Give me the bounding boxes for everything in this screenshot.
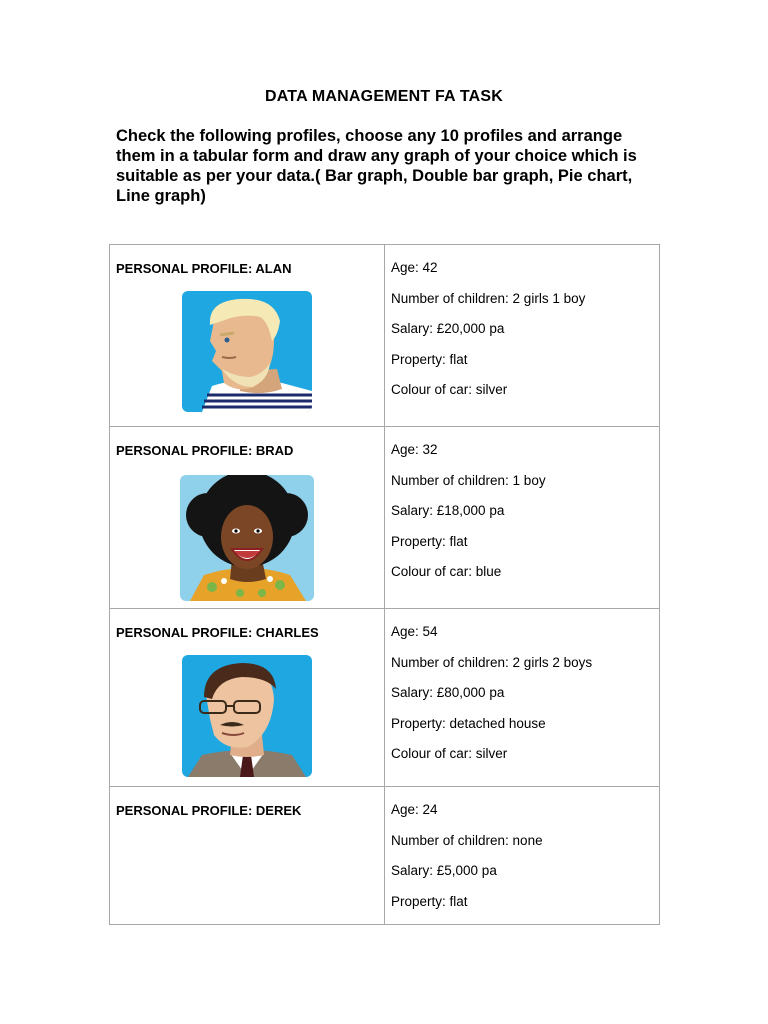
table-row [110, 609, 660, 787]
table-row [110, 787, 660, 925]
profile-cell [110, 427, 385, 609]
profile-car-colour: Colour of car: blue [391, 564, 502, 580]
profile-salary: Salary: £80,000 pa [391, 685, 505, 701]
profile-property: Property: flat [391, 533, 468, 549]
profile-children: Number of children: 2 girls 2 boys [391, 654, 593, 670]
glasses-man-avatar-icon [182, 655, 312, 777]
blond-man-avatar-icon [182, 291, 312, 412]
profile-cell [110, 787, 385, 925]
profile-age: Age: 24 [391, 802, 438, 817]
profile-details-cell [385, 609, 660, 787]
profile-salary: Salary: £20,000 pa [391, 321, 505, 337]
afro-man-avatar-icon [180, 475, 314, 601]
table-row [110, 245, 660, 427]
profile-age: Age: 54 [391, 624, 438, 639]
profile-salary: Salary: £5,000 pa [391, 863, 497, 879]
profile-header: PERSONAL PROFILE: ALAN [116, 261, 292, 276]
document-title: DATA MANAGEMENT FA TASK [264, 88, 504, 105]
profile-details-cell [385, 245, 660, 427]
profile-header: PERSONAL PROFILE: CHARLES [116, 625, 319, 640]
profile-car-colour: Colour of car: silver [391, 382, 508, 398]
profile-cell [110, 245, 385, 427]
table-row [110, 427, 660, 609]
profile-children: Number of children: 2 girls 1 boy [391, 290, 586, 306]
profile-children: Number of children: none [391, 832, 543, 848]
profile-header: PERSONAL PROFILE: DEREK [116, 803, 302, 818]
profile-cell [110, 609, 385, 787]
profile-property: Property: detached house [391, 715, 546, 731]
profile-salary: Salary: £18,000 pa [391, 503, 505, 519]
profile-property: Property: flat [391, 351, 468, 367]
task-instructions: Check the following profiles, choose any 10 profiles and arrange them in a tabular form and draw any graph of your choice which is suitable as per your data.( Bar graph, Double bar graph, Pie chart, Line graph) [116, 127, 637, 205]
profile-age: Age: 32 [391, 442, 438, 457]
profile-children: Number of children: 1 boy [391, 472, 546, 488]
profile-property: Property: flat [391, 893, 468, 909]
profile-age: Age: 42 [391, 260, 438, 275]
profile-details-cell [385, 427, 660, 609]
profiles-table [109, 244, 660, 925]
profile-details-cell [385, 787, 660, 925]
profile-car-colour: Colour of car: silver [391, 746, 508, 762]
profile-header: PERSONAL PROFILE: BRAD [116, 443, 294, 458]
